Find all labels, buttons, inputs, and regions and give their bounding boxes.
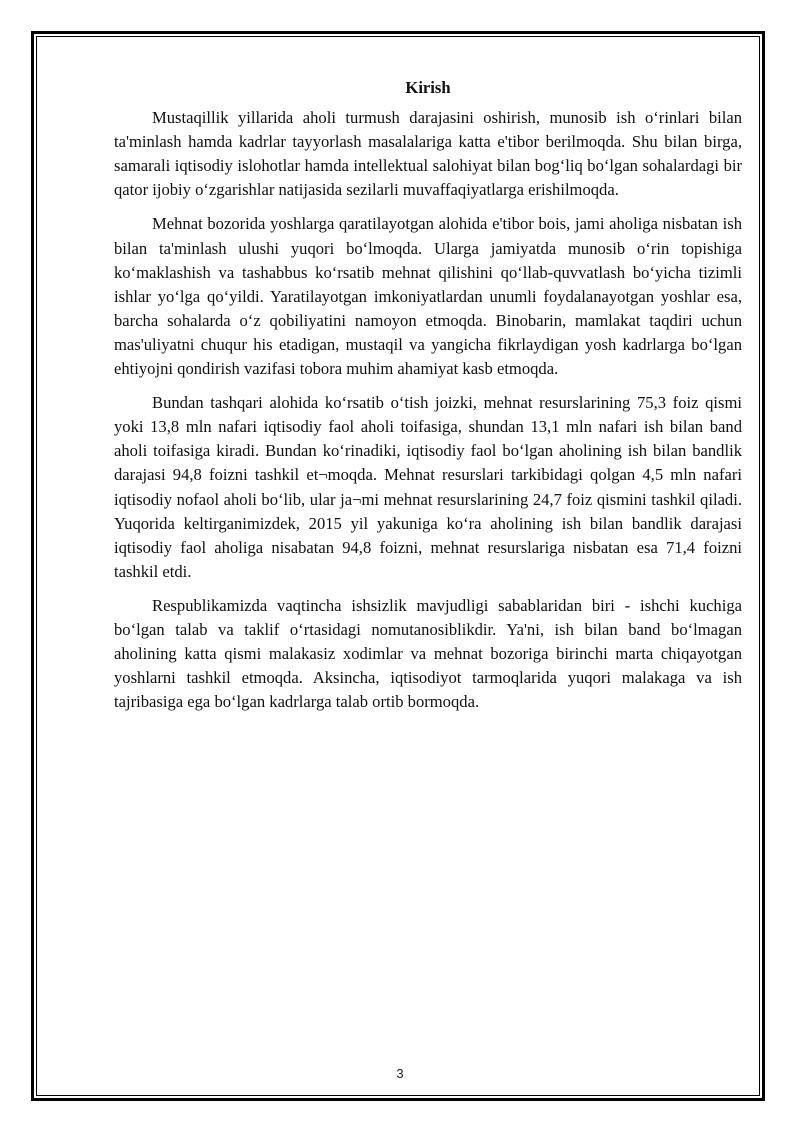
paragraph-2: Mehnat bozorida yoshlarga qaratilayotgan alohida e'tibor bois, jami aholiga nisbatan ish bilan ta'minlash ulushi yuqori bo‘lmoqda. Ularga jamiyatda munosib o‘rin topishiga ko‘maklashish va tashabbus ko‘rsatib mehnat qilishini qo‘llab-quvvatlash bo‘yicha tizimli ishlar yo‘lga qo‘yildi. Yaratilayotgan imkoniyatlardan unumli foydalanayotgan yoshlar esa, barcha sohalarda o‘z qobiliyatini namoyon etmoqda. Binobarin, mamlakat taqdiri uchun mas'uliyatni chuqur his etadigan, mustaqil va yangicha fikrlaydigan yosh kadrlarga bo‘lgan ehtiyojni qondirish vazifasi tobora muhim ahamiyat kasb etmoqda. [114,214,742,379]
page-number: 3 [396,1066,404,1081]
page-content [114,76,742,724]
paragraph-4: Respublikamizda vaqtincha ishsizlik mavjudligi sabablaridan biri - ishchi kuchiga bo‘lgan talab va taklif o‘rtasidagi nomutanosiblikdir. Ya'ni, ish bilan band bo‘lmagan aholining katta qismi malakasiz xodimlar va mehnat bozoriga birinchi marta chiqayotgan yoshlarni tashkil etmoqda. Aksincha, iqtisodiyot tarmoqlarida yuqori malakaga va ish tajribasiga ega bo‘lgan kadrlarga talab ortib bormoqda. [114,595,742,712]
paragraph-3: Bundan tashqari alohida ko‘rsatib o‘tish joizki, mehnat resurslarining 75,3 foiz qismi yoki 13,8 mln nafari iqtisodiy faol aholi toifasiga, shundan 13,1 mln nafari ish bilan band aholi toifasiga kiradi. Bundan ko‘rinadiki, iqtisodiy faol bo‘lgan aholining ish bilan bandlik darajasi 94,8 foizni tashkil et¬moqda. Mehnat resurslari tarkibidagi qolgan 4,5 mln nafari iqtisodiy nofaol aholi bo‘lib, ular ja¬mi mehnat resurslarining 24,7 foiz qismini tashkil qiladi. Yuqorida keltirganimizdek, 2015 yil yakuniga ko‘ra aholining ish bilan bandlik darajasi iqtisodiy faol aholiga nisabatan 94,8 foizni, mehnat resurslariga nisbatan esa 71,4 foizni tashkil etdi. [114,393,742,581]
paragraph-1: Mustaqillik yillarida aholi turmush darajasini oshirish, munosib ish o‘rinlari bilan ta'minlash hamda kadrlar tayyorlash masalalariga katta e'tibor berilmoqda. Shu bilan birga, samarali iqtisodiy islohotlar hamda intellektual salohiyat bilan bog‘liq bo‘lgan sohalardagi bir qator ijobiy o‘zgarishlar natijasida sezilarli muvaffaqiyatlarga erishilmoqda. [114,108,742,200]
section-title: Kirish [405,78,451,97]
